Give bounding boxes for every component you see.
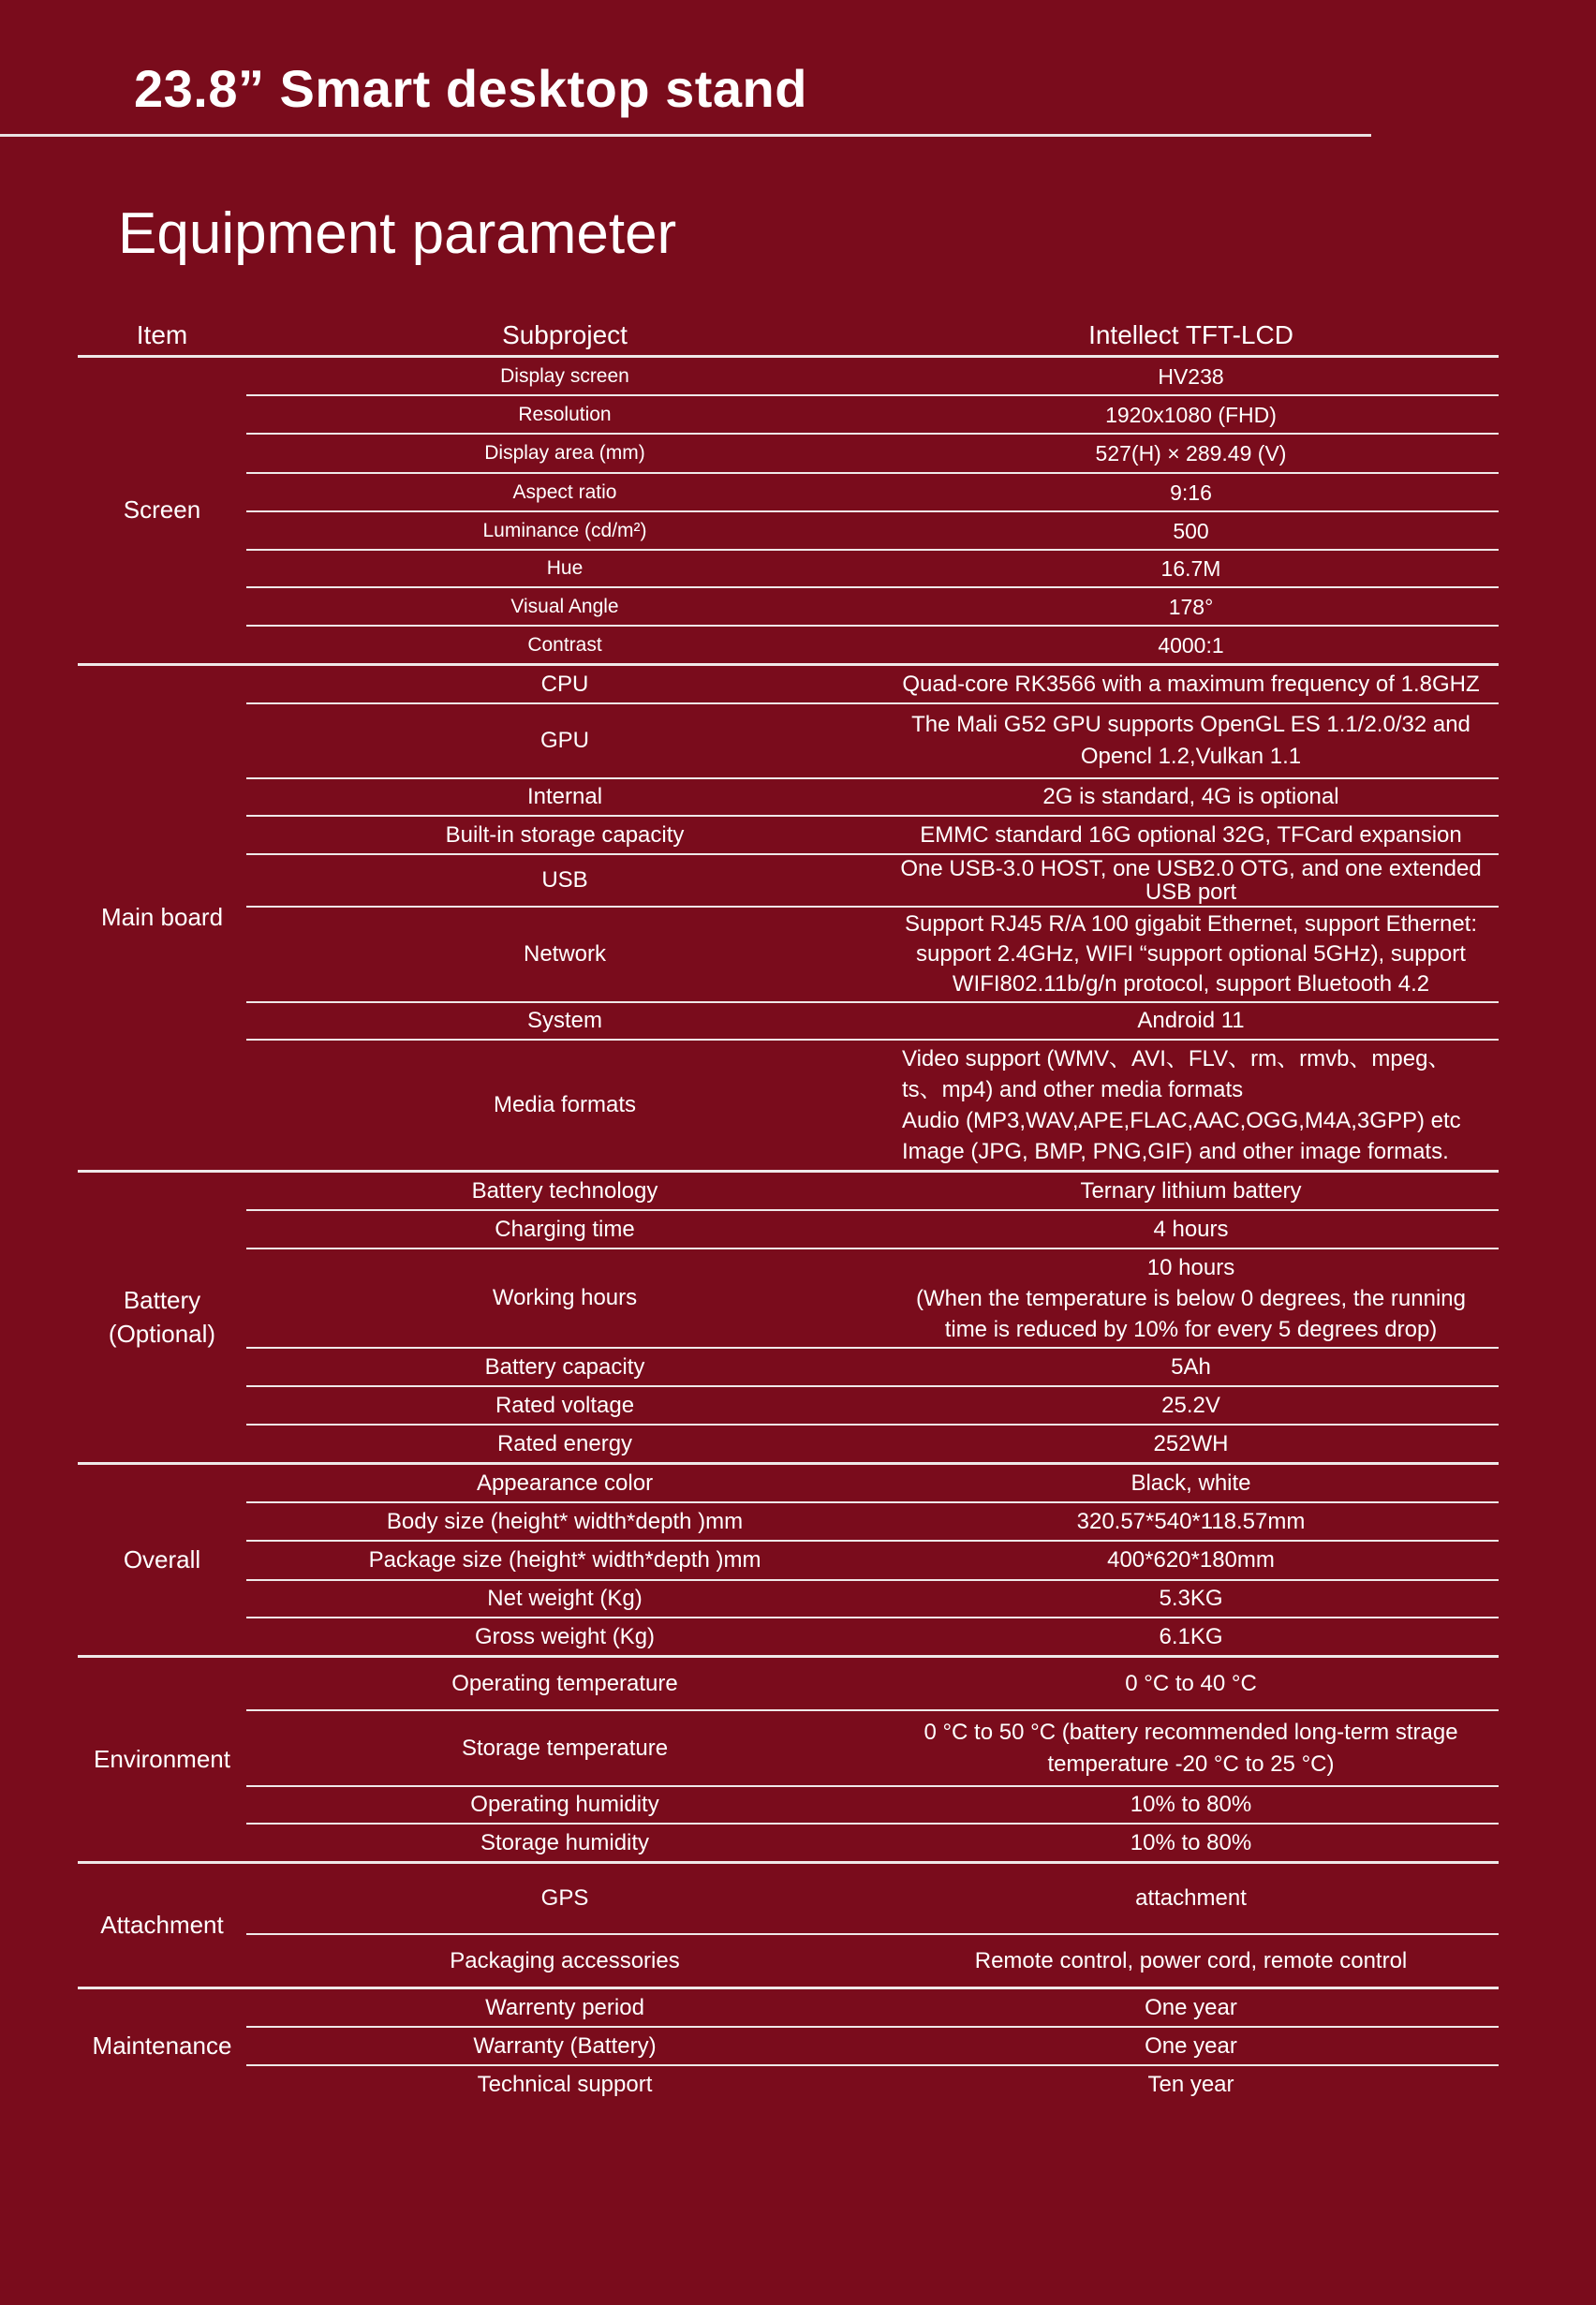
value-line: 500 (1173, 518, 1209, 543)
value-cell (883, 1827, 1499, 1859)
table-row (246, 1540, 1499, 1579)
subproject-cell: Built-in storage capacity (445, 821, 685, 848)
subproject-cell: Internal (526, 784, 603, 809)
value-cell (883, 1468, 1499, 1500)
subproject-cell: Charging time (495, 1216, 635, 1242)
value-line: 4000:1 (1158, 632, 1224, 658)
group-label (78, 1989, 246, 2103)
table-row (246, 1039, 1499, 1170)
header-subproject: Subproject (502, 320, 628, 349)
header-value: Intellect TFT-LCD (1088, 320, 1293, 349)
subproject-cell: Luminance (cd/m²) (482, 519, 647, 541)
value-line: temperature -20 °C to 25 °C) (1047, 1751, 1335, 1777)
table-row (246, 586, 1499, 625)
subproject-cell: Storage temperature (461, 1735, 669, 1761)
table-row (246, 906, 1499, 1001)
value-line: attachment (1135, 1885, 1247, 1911)
subproject-cell: Battery technology (471, 1177, 658, 1204)
subproject-cell: Battery capacity (484, 1353, 645, 1380)
table-row (246, 2064, 1499, 2103)
value-cell (883, 1252, 1499, 1345)
value-line: Ternary lithium battery (1080, 1177, 1302, 1204)
value-line: 178° (1168, 594, 1214, 619)
subproject-cell: Rated energy (496, 1430, 633, 1456)
value-cell (883, 1883, 1499, 1914)
subproject-cell: Storage humidity (480, 1829, 650, 1855)
table-row (246, 1823, 1499, 1861)
table-row (246, 1248, 1499, 1347)
value-line: USB port (1145, 879, 1237, 905)
value-cell (883, 1789, 1499, 1821)
subproject-cell: Resolution (518, 403, 612, 425)
subproject-cell: Network (523, 941, 607, 967)
value-cell (883, 399, 1499, 431)
table-header (78, 316, 1499, 358)
value-line: 252WH (1153, 1430, 1229, 1456)
value-line: WIFI802.11b/g/n protocol, support Bluetooth 4.2 (952, 971, 1430, 997)
group-label (78, 1658, 246, 1861)
group-label-line: (Optional) (108, 1319, 216, 1348)
group-label (78, 1173, 246, 1462)
table-row (246, 1709, 1499, 1785)
group-rows (246, 1658, 1499, 1861)
value-cell (883, 1717, 1499, 1780)
value-cell (883, 1214, 1499, 1246)
table-row (246, 1658, 1499, 1709)
value-cell (883, 553, 1499, 584)
value-line: 4 hours (1153, 1216, 1229, 1242)
subproject-cell: Warrenty period (485, 1994, 644, 2020)
value-cell (883, 2069, 1499, 2101)
value-cell (883, 669, 1499, 701)
table-row (246, 1209, 1499, 1248)
group-rows (246, 1864, 1499, 1987)
value-cell (883, 437, 1499, 469)
subproject-cell: Display screen (500, 364, 629, 387)
subproject-cell: Operating humidity (470, 1792, 659, 1817)
subproject-cell: Technical support (477, 2071, 653, 2097)
value-line: One USB-3.0 HOST, one USB2.0 OTG, and one extended (900, 856, 1482, 881)
value-cell (883, 1583, 1499, 1615)
value-line: Ten year (1147, 2071, 1234, 2097)
subproject-cell: Packaging accessories (450, 1947, 680, 1973)
value-cell (883, 1175, 1499, 1207)
table-row (246, 1001, 1499, 1039)
subproject-cell: Contrast (527, 633, 602, 656)
value-cell (883, 1043, 1499, 1167)
table-row (246, 777, 1499, 815)
subproject-cell: Net weight (Kg) (487, 1586, 643, 1611)
group-label (78, 358, 246, 663)
group-label-line: Main board (100, 903, 224, 932)
value-cell (883, 2031, 1499, 2062)
value-line: 5.3KG (1159, 1586, 1223, 1611)
value-line: One year (1145, 1994, 1237, 2020)
value-cell (883, 709, 1499, 773)
group-environment (78, 1658, 1499, 1864)
table-row (246, 625, 1499, 663)
value-cell (883, 1005, 1499, 1037)
subproject-cell: Media formats (493, 1092, 637, 1117)
group-attachment (78, 1864, 1499, 1989)
group-battery (78, 1173, 1499, 1465)
table-row (246, 1933, 1499, 1987)
group-label (78, 666, 246, 1170)
table-row (246, 472, 1499, 510)
table-row (246, 853, 1499, 906)
value-line: Image (JPG, BMP, PNG,GIF) and other image formats. (902, 1139, 1449, 1164)
group-overall (78, 1465, 1499, 1658)
value-cell (883, 1945, 1499, 1977)
table-row (246, 1864, 1499, 1933)
table-row (246, 394, 1499, 433)
subproject-cell: Visual Angle (510, 595, 619, 617)
value-cell (883, 361, 1499, 392)
value-cell (883, 1352, 1499, 1383)
value-line: 6.1KG (1159, 1623, 1223, 1649)
value-cell (883, 477, 1499, 509)
subproject-cell: Rated voltage (495, 1392, 635, 1418)
table-row (246, 1989, 1499, 2026)
value-line: support 2.4GHz, WIFI “support optional 5GHz), support (916, 941, 1466, 967)
group-label-line: Overall (123, 1544, 201, 1574)
group-rows (246, 358, 1499, 663)
value-line: 9:16 (1170, 480, 1212, 505)
group-rows (246, 1989, 1499, 2103)
value-line: 320.57*540*118.57mm (1076, 1508, 1306, 1534)
table-row (246, 433, 1499, 472)
group-label-line: Screen (123, 495, 201, 525)
table-row (246, 666, 1499, 702)
value-line: 527(H) × 289.49 (V) (1095, 441, 1287, 465)
value-cell (883, 1390, 1499, 1422)
value-line: Audio (MP3,WAV,APE,FLAC,AAC,OGG,M4A,3GPP) etc (902, 1108, 1461, 1133)
value-line: time is reduced by 10% for every 5 degrees drop) (944, 1316, 1438, 1342)
title-divider (0, 134, 1371, 137)
table-row (246, 1617, 1499, 1655)
value-cell (883, 1506, 1499, 1538)
group-rows (246, 1465, 1499, 1655)
value-line: 0 °C to 50 °C (battery recommended long-term strage (924, 1719, 1458, 1745)
value-cell (883, 820, 1499, 851)
subproject-cell: USB (541, 867, 588, 893)
subproject-cell: CPU (540, 671, 589, 697)
table-row (246, 1501, 1499, 1540)
table-row (246, 1579, 1499, 1617)
section-title: Equipment parameter (118, 201, 677, 266)
group-label-line: Environment (94, 1744, 230, 1773)
subproject-cell: GPU (539, 728, 589, 753)
value-line: Support RJ45 R/A 100 gigabit Ethernet, support Ethernet: (904, 911, 1478, 937)
value-line: 10% to 80% (1130, 1792, 1252, 1817)
table-row (246, 1785, 1499, 1823)
subproject-cell: Display area (mm) (484, 442, 645, 464)
group-label-line: Attachment (100, 1910, 224, 1939)
subproject-cell: Working hours (492, 1285, 638, 1310)
subproject-cell: Aspect ratio (512, 480, 617, 503)
value-line: 16.7M (1160, 556, 1221, 581)
table-row (246, 2026, 1499, 2064)
subproject-cell: Operating temperature (451, 1670, 678, 1696)
value-line: 10 hours (1146, 1254, 1235, 1280)
value-line: 2G is standard, 4G is optional (1042, 784, 1339, 809)
subproject-cell: Body size (height* width*depth )mm (386, 1508, 744, 1534)
table-row (246, 358, 1499, 394)
value-cell (883, 857, 1499, 904)
table-row (246, 1424, 1499, 1462)
value-cell (883, 1992, 1499, 2024)
value-line: (When the temperature is below 0 degrees, the running (915, 1285, 1466, 1311)
subproject-cell: GPS (540, 1885, 589, 1911)
value-line: 10% to 80% (1130, 1829, 1252, 1855)
value-cell (883, 1668, 1499, 1700)
value-cell (883, 591, 1499, 623)
value-cell (883, 909, 1499, 999)
value-line: Quad-core RK3566 with a maximum frequency of 1.8GHZ (902, 671, 1480, 697)
group-label-line: Battery (123, 1286, 201, 1315)
table-row (246, 1465, 1499, 1501)
table-row (246, 510, 1499, 549)
value-line: 1920x1080 (FHD) (1105, 402, 1277, 427)
subproject-cell: System (526, 1008, 602, 1033)
value-line: The Mali G52 GPU supports OpenGL ES 1.1/2.0/32 and (911, 712, 1470, 737)
value-line: 0 °C to 40 °C (1125, 1670, 1257, 1696)
group-maintenance (78, 1989, 1499, 2103)
group-label (78, 1465, 246, 1655)
table-row (246, 1385, 1499, 1424)
group-rows (246, 1173, 1499, 1462)
value-cell (883, 1621, 1499, 1653)
page-title: 23.8” Smart desktop stand (134, 59, 807, 118)
value-cell (883, 629, 1499, 661)
value-cell (883, 1428, 1499, 1460)
value-line: ts、mp4) and other media formats (902, 1077, 1244, 1102)
table-row (246, 1173, 1499, 1209)
value-line: Remote control, power cord, remote control (974, 1947, 1408, 1973)
value-line: EMMC standard 16G optional 32G, TFCard expansion (920, 821, 1462, 848)
group-screen (78, 358, 1499, 666)
value-cell (883, 1544, 1499, 1576)
table-body (78, 358, 1499, 2103)
table-row (246, 549, 1499, 586)
group-label-line: Maintenance (92, 2031, 232, 2060)
value-line: Video support (WMV、AVI、FLV、rm、rmvb、mpeg、 (902, 1046, 1451, 1071)
value-line: 400*620*180mm (1107, 1547, 1275, 1573)
value-line: 5Ah (1171, 1353, 1211, 1380)
spec-table (78, 316, 1499, 2103)
value-line: Black, white (1130, 1470, 1251, 1496)
subproject-cell: Hue (546, 557, 584, 579)
table-row (246, 702, 1499, 777)
value-line: 25.2V (1161, 1392, 1220, 1418)
subproject-cell: Appearance color (476, 1470, 654, 1496)
value-line: HV238 (1158, 363, 1224, 389)
header-item: Item (136, 320, 188, 349)
subproject-cell: Gross weight (Kg) (474, 1623, 656, 1649)
table-row (246, 1347, 1499, 1385)
subproject-cell: Package size (height* width*depth )mm (368, 1547, 761, 1573)
value-line: Android 11 (1137, 1008, 1245, 1033)
group-label (78, 1864, 246, 1987)
value-line: Opencl 1.2,Vulkan 1.1 (1080, 744, 1302, 769)
group-main-board (78, 666, 1499, 1173)
group-rows (246, 666, 1499, 1170)
value-cell (883, 515, 1499, 547)
subproject-cell: Warranty (Battery) (473, 2032, 657, 2059)
table-row (246, 815, 1499, 853)
value-line: One year (1145, 2032, 1237, 2059)
value-cell (883, 781, 1499, 813)
